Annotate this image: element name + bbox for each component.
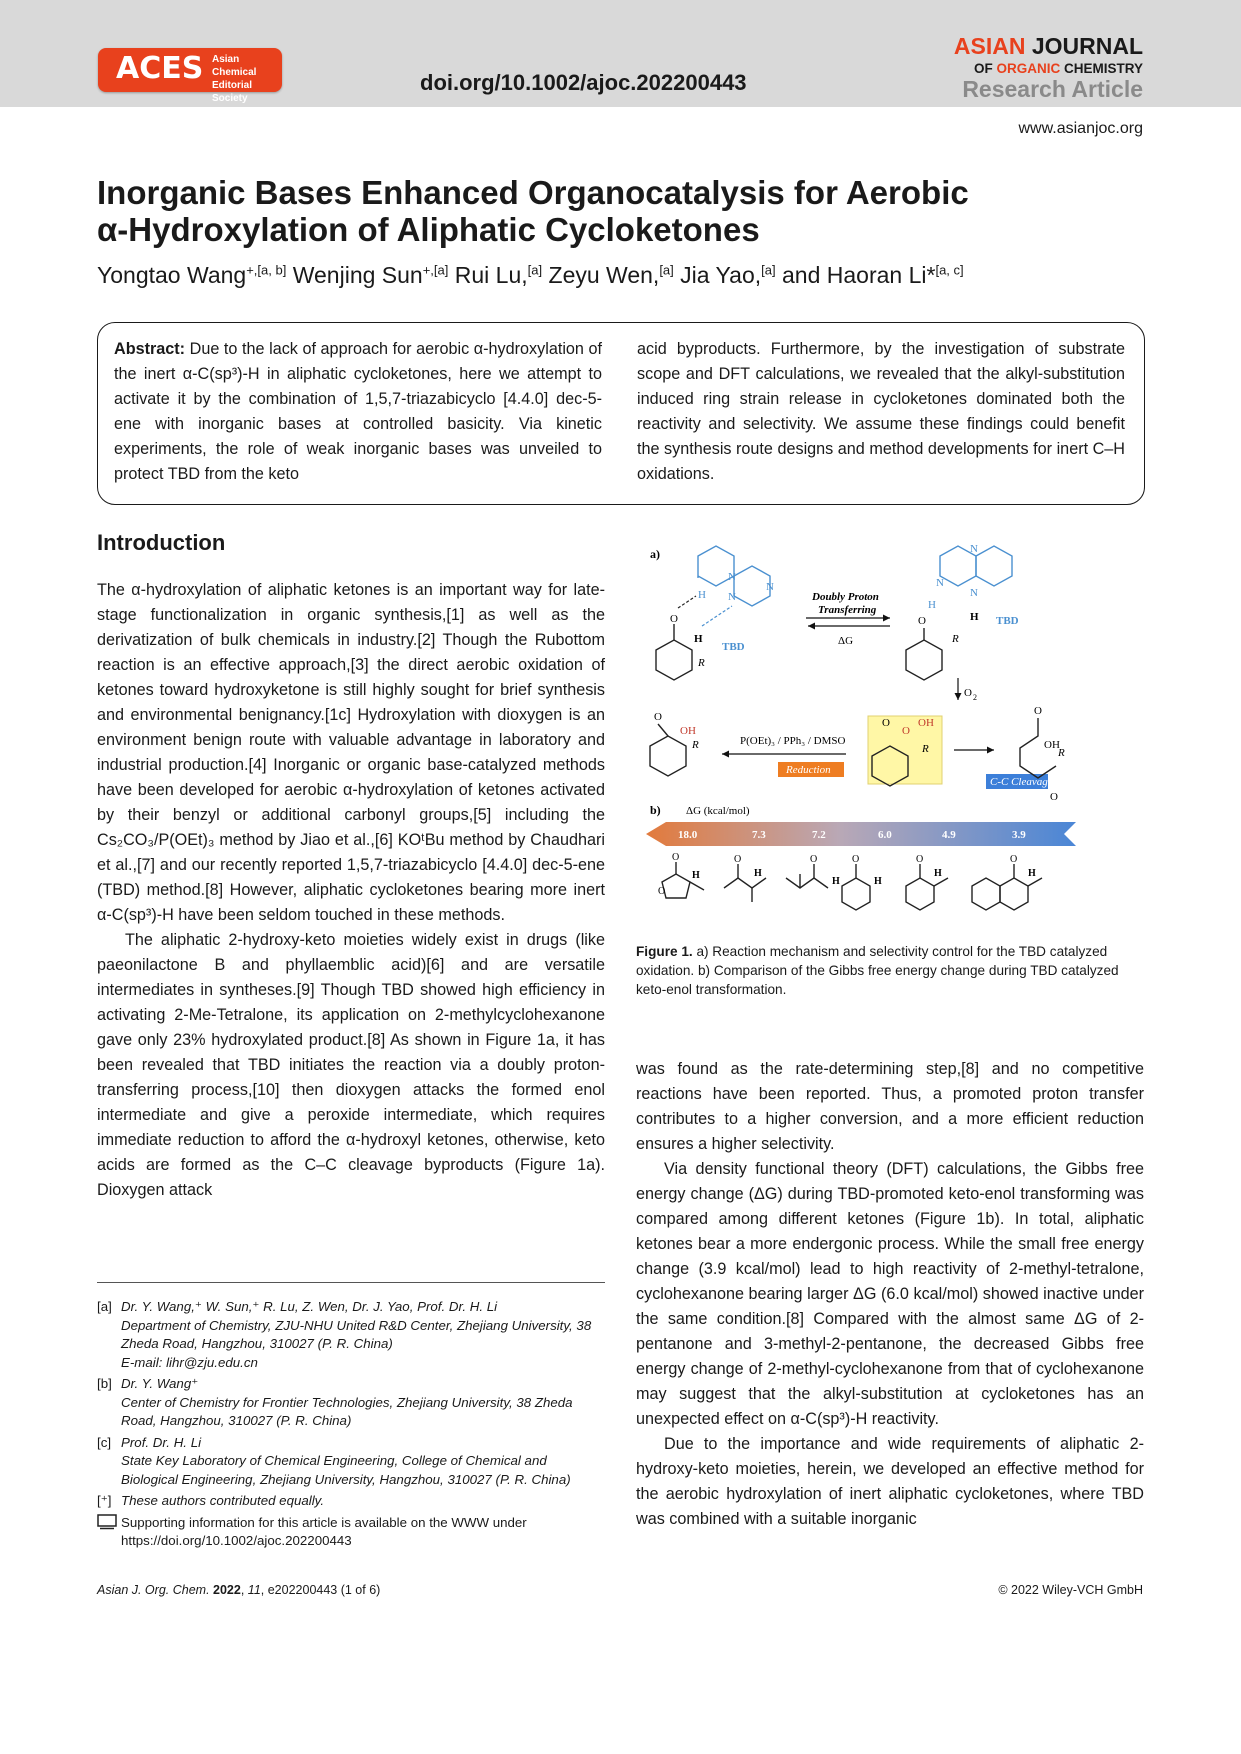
svg-text:R: R	[1058, 747, 1065, 759]
caption-label: Figure 1.	[636, 944, 693, 959]
author-list: Yongtao Wang$^{+,[a, b]}$ Wenjing Sun$^{+,[a]}$ Rui Lu,[a] Zeyu Wen,[a] Jia Yao,[a] and Haoran Li*[a, c]	[97, 262, 964, 288]
author: Zeyu Wen,	[548, 262, 660, 288]
energy-value: 6.0	[878, 829, 892, 841]
svg-text:H: H	[1028, 868, 1036, 879]
energy-value: 18.0	[678, 829, 698, 841]
svg-text:H: H	[832, 876, 840, 887]
svg-text:H: H	[874, 876, 882, 887]
figure-1	[636, 538, 1144, 928]
energy-value: 4.9	[942, 829, 956, 841]
abstract-box	[97, 322, 1145, 505]
svg-text:Doubly Proton: Doubly Proton	[812, 591, 879, 603]
copyright-footer: © 2022 Wiley-VCH GmbH	[998, 1583, 1143, 1597]
svg-text:O: O	[670, 613, 678, 625]
author: Wenjing Sun	[292, 262, 423, 288]
aces-logo-text: ACES	[116, 51, 204, 86]
journal-name-line1: ASIAN JOURNAL	[953, 33, 1143, 59]
aces-logo-subtext: Asian Chemical Editorial Society	[212, 54, 257, 104]
svg-text:R: R	[952, 633, 959, 645]
footnote-divider	[97, 1282, 605, 1283]
svg-text:O: O	[1010, 854, 1018, 865]
svg-text:N: N	[728, 571, 736, 583]
right-paragraph-2: Via density functional theory (DFT) calculations, the Gibbs free energy change (ΔG) during TBD-promoted keto-enol transforming was compared among different ketones (Figure 1b). In total, aliphatic ketones bear a more endergonic process. While the small free energy change (3.9 kcal/mol) lead to high reactivity of 2-methyl-tetralone, cyclohexanone bearing larger ΔG (6.0 kcal/mol) showed inactive under the same condition.[8] Compared with the almost same ΔG of 2-pentanone and 3-methyl-2-pentanone, the decreased Gibbs free energy change of 2-methyl-cyclohexanone from that of cyclohexanone may suggest that the alkyl-substitution at cycloketones has an unexpected effect on α-C(sp³)-H reactivity.	[636, 1160, 1144, 1428]
svg-text:O: O	[882, 717, 890, 729]
svg-text:N: N	[936, 577, 944, 589]
author: and Haoran Li*	[782, 262, 936, 288]
svg-text:O: O	[964, 687, 972, 699]
svg-text:ΔG: ΔG	[838, 635, 854, 647]
energy-value: 7.2	[812, 829, 826, 841]
right-column-body	[636, 1057, 1144, 1532]
article-title: Inorganic Bases Enhanced Organocatalysis for Aerobic α-Hydroxylation of Aliphatic Cycloketones	[97, 174, 969, 248]
svg-text:H: H	[698, 589, 706, 601]
energy-value: 7.3	[752, 829, 766, 841]
dg-axis-label: ΔG (kcal/mol)	[686, 805, 750, 817]
figure-1-graphic	[636, 538, 1144, 928]
abstract-column-2: acid byproducts. Furthermore, by the investigation of substrate scope and DFT calculations, we revealed that the alkyl-substitution induced ring strain release in cycloketones dominated both the reactivity and selectivity. We assume these findings could benefit the synthesis route designs and method developments for inert C–H oxidations.	[637, 340, 1125, 483]
svg-text:N: N	[728, 591, 736, 603]
abstract-column-1: Abstract: Due to the lack of approach for aerobic α-hydroxylation of the inert α-C(sp³)-H in aliphatic cycloketones, here we attempt to activate it by the combination of 1,5,7-triazabicyclo [4.4.0] dec-5-ene with inorganic bases at controlled basicity. Via kinetic experiments, the role of weak inorganic bases was unveiled to protect TBD from the keto	[114, 340, 603, 483]
svg-text:H: H	[754, 868, 762, 879]
doi-link[interactable]: doi.org/10.1002/ajoc.202200443	[420, 70, 747, 95]
svg-text:O: O	[918, 615, 926, 627]
svg-text:H: H	[970, 611, 979, 623]
panel-a-label: a)	[650, 547, 660, 561]
svg-text:O: O	[852, 854, 860, 865]
article-type: Research Article	[962, 76, 1143, 102]
journal-name-line2: OF ORGANIC CHEMISTRY	[973, 61, 1143, 76]
tbd-label-2: TBD	[996, 615, 1019, 627]
svg-text:O: O	[658, 886, 666, 897]
svg-text:O: O	[902, 725, 910, 737]
svg-text:H: H	[934, 868, 942, 879]
svg-text:R: R	[698, 657, 705, 669]
svg-text:R: R	[922, 743, 929, 755]
supporting-info-note[interactable]: Supporting information for this article is available on the WWW under https://doi.org/10.1002/ajoc.202200443	[121, 1514, 527, 1548]
svg-text:OH: OH	[680, 725, 696, 737]
tbd-label-1: TBD	[722, 641, 745, 653]
intro-paragraph-2: The aliphatic 2-hydroxy-keto moieties widely exist in drugs (like paeonilactone B and phyllaemblic acid)[6] and are versatile intermediates in syntheses.[9] Though TBD showed high efficiency in activating 2-Me-Tetralone, its application on 2-methylcyclohexanone gave only 23% hydroxylated product.[8] As shown in Figure 1a, it has been revealed that TBD initiates the reaction via a doubly proton-transferring process,[10] then dioxygen attacks the formed enol intermediate and give a peroxide intermediate, which requires immediate reduction to afford the α-hydroxyl ketones, otherwise, keto acids are formed as the C–C cleavage byproducts (Figure 1a). Dioxygen attack	[97, 931, 605, 1199]
ketone-structures	[662, 862, 1042, 910]
abstract-label: Abstract:	[114, 340, 186, 358]
svg-text:O: O	[672, 852, 680, 863]
author: Jia Yao,	[680, 262, 762, 288]
energy-value: 3.9	[1012, 829, 1026, 841]
computer-icon	[97, 1514, 121, 1551]
svg-text:N: N	[970, 587, 978, 599]
panel-b-label: b)	[650, 803, 661, 817]
right-paragraph-3: Due to the importance and wide requirements of aliphatic 2-hydroxy-keto moieties, herein, we developed an effective method for the aerobic hydroxylation of inert aliphatic cycloketones, where TBD was combined with a suitable inorganic	[636, 1435, 1144, 1528]
left-column-body	[97, 578, 605, 1203]
page-header	[0, 0, 1241, 107]
intro-paragraph-1: The α-hydroxylation of aliphatic ketones is an important way for late-stage functionalization in organic synthesis,[1] as well as the derivatization of bulk chemicals in industry.[2] Though the Rubottom reaction is an effective approach,[3] the direct aerobic oxidation of ketones toward hydroxyketone is still highly sought for brief synthesis and environmental benignancy.[1c] Hydroxylation with dioxygen is an environment benign route with valuable advantage in laboratory and industrial production.[4] Inorganic or organic base-catalyzed methods have been developed for aerobic α-hydroxylation of ketones activated by their benzyl or additional carbonyl groups,[5] including the Cs₂CO₃/P(OEt)₃ method by Jiao et al.,[6] KOᵗBu method by Chaudhari et al.,[7] and our recently reported 1,5,7-triazabicyclo [4.4.0] dec-5-ene (TBD) method.[8] However, aliphatic cycloketones bearing more inert α-C(sp³)-H have been seldom touched in these methods.	[97, 581, 605, 924]
svg-text:O: O	[654, 711, 662, 723]
svg-text:H: H	[928, 599, 936, 611]
author: Rui Lu,	[454, 262, 528, 288]
email-link[interactable]: E-mail: lihr@zju.edu.cn	[121, 1354, 258, 1370]
svg-text:OH: OH	[918, 717, 934, 729]
enol-ring	[906, 628, 942, 680]
right-paragraph-1: was found as the rate-determining step,[8] and no competitive reactions have been reported. Thus, a promoted proton transfer contributes to a higher conversion, and a more efficient reduction ensures a higher selectivity.	[636, 1060, 1144, 1153]
svg-text:OH: OH	[1044, 739, 1060, 751]
svg-text:H: H	[692, 870, 700, 881]
reduction-reagents: P(OEt)₃ / PPh₃ / DMSO	[740, 735, 846, 747]
figure-1-caption: Figure 1. a) Reaction mechanism and selectivity control for the TBD catalyzed oxidation. b) Comparison of the Gibbs free energy change during TBD catalyzed keto-enol transformation.	[636, 944, 1119, 997]
svg-text:2: 2	[973, 693, 977, 702]
author: Yongtao Wang	[97, 262, 247, 288]
svg-text:N: N	[766, 581, 774, 593]
svg-text:O: O	[1050, 791, 1058, 803]
svg-text:R: R	[692, 739, 699, 751]
svg-text:O: O	[916, 854, 924, 865]
svg-text:Reduction: Reduction	[786, 764, 831, 776]
svg-text:O: O	[1034, 705, 1042, 717]
svg-text:H: H	[694, 633, 703, 645]
svg-text:O: O	[734, 854, 742, 865]
svg-text:C-C Cleavage: C-C Cleavage	[990, 776, 1053, 788]
svg-text:N: N	[970, 543, 978, 555]
citation-footer: Asian J. Org. Chem. 2022, 11, e202200443 (1 of 6)	[97, 1583, 381, 1597]
journal-website[interactable]: www.asianjoc.org	[1018, 120, 1143, 137]
aces-logo[interactable]	[98, 48, 282, 104]
cyclohexanone-left	[656, 624, 692, 680]
affiliation-footnotes: [a] Dr. Y. Wang,⁺ W. Sun,⁺ R. Lu, Z. Wen, Dr. J. Yao, Prof. Dr. H. Li Department of Chemistry, ZJU-NHU United R&D Center, Zhejiang University, 38 Zheda Road, Hangzhou, 310027 (P. R. China) E-mail: lihr@zju.edu.cn [b] Dr. Y. Wang⁺ Center of Chemistry for Frontier Technologies, Zhejiang University, 38 Zheda Road, Hangzhou, 310027 (P. R. China) [c] Prof. Dr. H. Li State Key Laboratory of Chemical Engineering, College of Chemical and Biological Engineering, Zhejiang University, Hangzhou, 310027 (P. R. China) [⁺] These authors contributed equally. Supporting information for this article is available on the WWW under https://doi.org/10.1002/ajoc.202200443	[97, 1298, 607, 1554]
svg-text:O: O	[810, 854, 818, 865]
section-heading-introduction: Introduction	[97, 530, 226, 555]
svg-text:Transferring: Transferring	[818, 604, 877, 616]
